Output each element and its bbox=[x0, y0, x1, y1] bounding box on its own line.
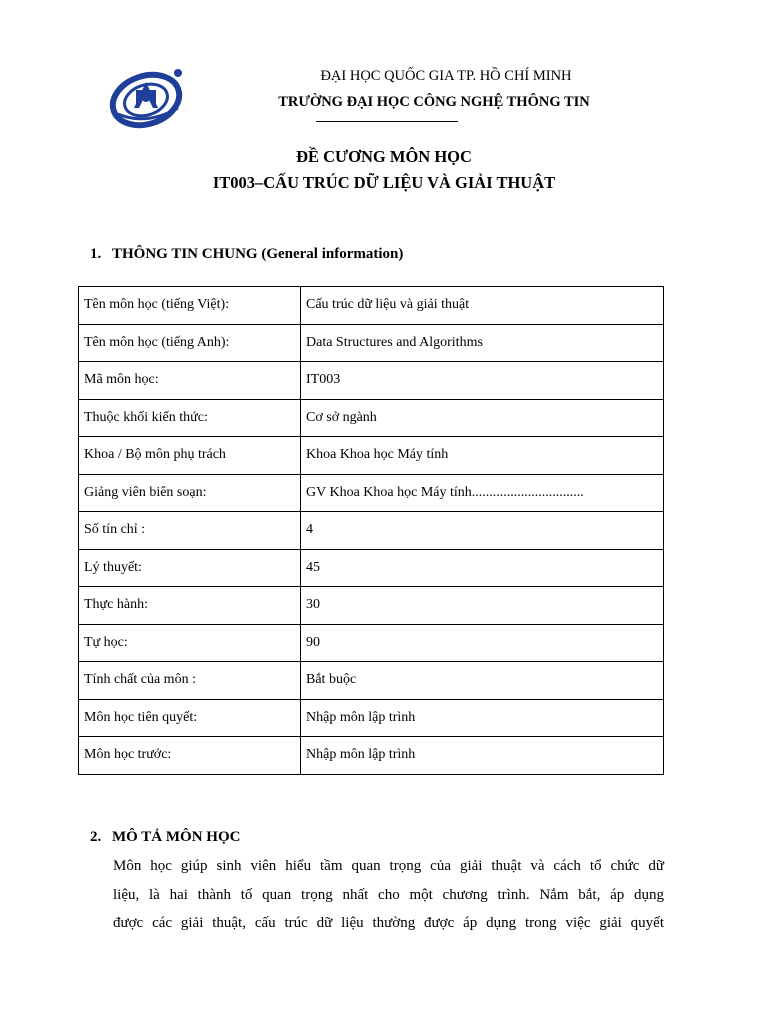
row-value: 4 bbox=[301, 512, 664, 550]
description-line: liệu, là hai thành tố quan trọng nhất cho một chương trình. Nắm bắt, áp dụng bbox=[113, 886, 664, 903]
row-label: Tên môn học (tiếng Anh): bbox=[79, 324, 301, 362]
table-row bbox=[79, 737, 664, 775]
university-name: ĐẠI HỌC QUỐC GIA TP. HỒ CHÍ MINH bbox=[320, 68, 572, 84]
table-row bbox=[79, 399, 664, 437]
table-row bbox=[79, 362, 664, 400]
row-label: Tự học: bbox=[79, 624, 301, 662]
row-value: 45 bbox=[301, 549, 664, 587]
row-label: Số tín chỉ : bbox=[79, 512, 301, 550]
row-value: Nhập môn lập trình bbox=[301, 699, 664, 737]
table-row bbox=[79, 699, 664, 737]
course-title: IT003–CẤU TRÚC DỮ LIỆU VÀ GIẢI THUẬT bbox=[212, 173, 556, 192]
table-row bbox=[79, 512, 664, 550]
university-logo-icon bbox=[106, 64, 188, 130]
table-row bbox=[79, 287, 664, 325]
row-value: 30 bbox=[301, 587, 664, 625]
row-value: IT003 bbox=[301, 362, 664, 400]
header-divider bbox=[316, 121, 458, 122]
section-title: MÔ TẢ MÔN HỌC bbox=[112, 829, 241, 845]
table-row bbox=[79, 624, 664, 662]
row-value: 90 bbox=[301, 624, 664, 662]
section-number: 1. bbox=[90, 246, 102, 262]
section-number: 2. bbox=[90, 829, 102, 845]
row-label: Môn học trước: bbox=[79, 737, 301, 775]
school-name: TRƯỜNG ĐẠI HỌC CÔNG NGHỆ THÔNG TIN bbox=[278, 94, 590, 110]
row-label: Khoa / Bộ môn phụ trách bbox=[79, 437, 301, 475]
row-label: Lý thuyết: bbox=[79, 549, 301, 587]
row-label: Môn học tiên quyết: bbox=[79, 699, 301, 737]
row-value: Data Structures and Algorithms bbox=[301, 324, 664, 362]
table-row bbox=[79, 474, 664, 512]
table-row bbox=[79, 549, 664, 587]
row-label: Mã môn học: bbox=[79, 362, 301, 400]
row-label: Thực hành: bbox=[79, 587, 301, 625]
general-info-table bbox=[78, 286, 664, 775]
section-title: THÔNG TIN CHUNG (General information) bbox=[112, 246, 404, 262]
table-row bbox=[79, 324, 664, 362]
row-value: Bắt buộc bbox=[301, 662, 664, 700]
row-value: Khoa Khoa học Máy tính bbox=[301, 437, 664, 475]
row-value: Nhập môn lập trình bbox=[301, 737, 664, 775]
row-label: Tên môn học (tiếng Việt): bbox=[79, 287, 301, 325]
section-general-info-heading bbox=[90, 246, 403, 263]
row-label: Thuộc khối kiến thức: bbox=[79, 399, 301, 437]
row-label: Giảng viên biên soạn: bbox=[79, 474, 301, 512]
row-label: Tính chất của môn : bbox=[79, 662, 301, 700]
table-row bbox=[79, 587, 664, 625]
row-value: Cơ sở ngành bbox=[301, 399, 664, 437]
description-line: được các giải thuật, cấu trúc dữ liệu thường được áp dụng trong việc giải quyết bbox=[113, 915, 664, 931]
table-row bbox=[79, 437, 664, 475]
description-line: Môn học giúp sinh viên hiểu tầm quan trọng của giải thuật và cách tổ chức dữ bbox=[113, 858, 664, 874]
course-description bbox=[113, 852, 664, 938]
table-row bbox=[79, 662, 664, 700]
row-value: Cấu trúc dữ liệu và giải thuật bbox=[301, 287, 664, 325]
section-description-heading bbox=[90, 829, 240, 846]
row-value: GV Khoa Khoa học Máy tính................................ bbox=[301, 474, 664, 512]
document-title: ĐỀ CƯƠNG MÔN HỌC bbox=[296, 147, 472, 166]
